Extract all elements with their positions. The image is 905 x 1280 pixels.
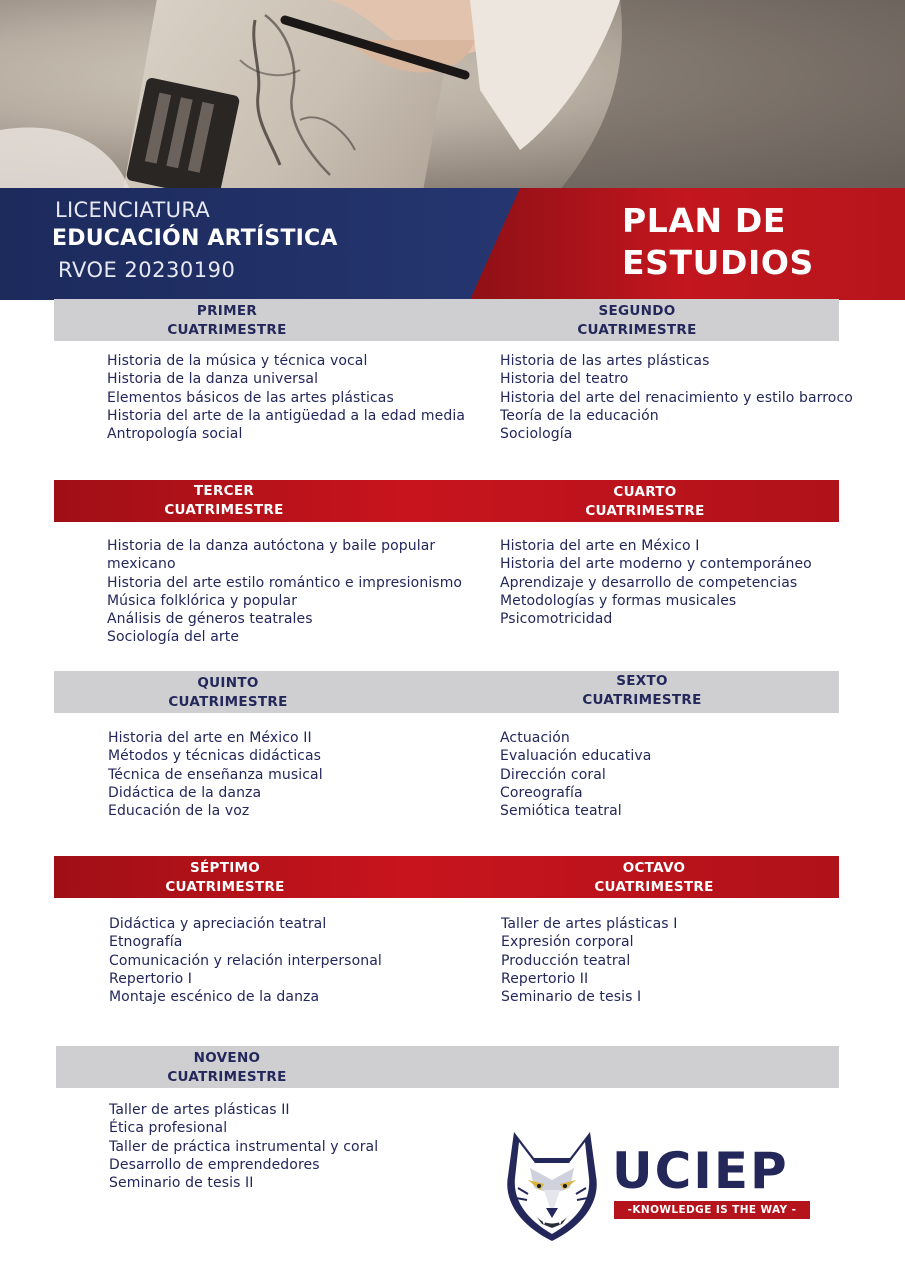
brand-tagline: -KNOWLEDGE IS THE WAY - (614, 1201, 810, 1219)
term-heading-sexto (492, 672, 792, 710)
term-word: CUATRIMESTRE (594, 879, 714, 895)
list-item: Didáctica y apreciación teatral (109, 916, 327, 932)
term-bar-5-6 (54, 671, 839, 713)
rvoe-number: RVOE 20230190 (58, 258, 236, 282)
hero-photo (0, 0, 905, 190)
term-ordinal: SEGUNDO (598, 303, 676, 319)
list-item: Coreografía (500, 784, 583, 801)
plan-title-line2: ESTUDIOS (622, 243, 814, 282)
term-heading-septimo (75, 859, 375, 897)
list-item: Técnica de enseñanza musical (108, 766, 323, 783)
plan-title-line1: PLAN DE (622, 201, 786, 240)
plan-title (622, 200, 814, 284)
list-item: Historia del teatro (500, 371, 629, 388)
list-item: Antropología social (107, 426, 243, 443)
list-item: Historia del arte del renacimiento y estilo barroco (500, 389, 853, 406)
term-ordinal: TERCER (193, 483, 255, 499)
term-heading-primer (77, 302, 377, 340)
course-list-primer (107, 352, 465, 443)
list-item: Evaluación educativa (500, 748, 652, 765)
list-item: Repertorio II (501, 970, 589, 987)
term-ordinal: SEXTO (616, 673, 668, 689)
list-item: Taller de práctica instrumental y coral (109, 1138, 379, 1155)
term-word: CUATRIMESTRE (582, 692, 702, 708)
list-item: Desarrollo de emprendedores (109, 1156, 320, 1173)
program-name: EDUCACIÓN ARTÍSTICA (52, 226, 338, 251)
list-item: Métodos y técnicas didácticas (108, 748, 322, 765)
list-item: Producción teatral (501, 952, 631, 969)
list-item: Taller de artes plásticas I (501, 916, 678, 932)
course-list-cuarto (500, 537, 812, 628)
term-word: CUATRIMESTRE (585, 503, 705, 519)
list-item: Metodologías y formas musicales (500, 592, 737, 609)
list-item: Comunicación y relación interpersonal (109, 952, 382, 969)
term-heading-quinto (78, 674, 378, 712)
list-item: Ética profesional (109, 1120, 228, 1137)
term-word: CUATRIMESTRE (577, 322, 697, 338)
list-item: Seminario de tesis II (109, 1175, 254, 1192)
term-bar-9 (56, 1046, 839, 1088)
list-item: Seminario de tesis I (501, 989, 642, 1006)
list-item: Expresión corporal (501, 934, 634, 951)
term-ordinal: PRIMER (196, 303, 258, 319)
list-item: Historia del arte estilo romántico e impresionismo (107, 574, 463, 591)
list-item: Historia del arte en México I (500, 538, 700, 554)
course-list-noveno (109, 1101, 378, 1192)
list-item: Psicomotricidad (500, 611, 613, 628)
course-list-segundo (500, 352, 853, 443)
course-list-quinto (108, 729, 323, 820)
term-bar-1-2 (54, 299, 839, 341)
list-item: Música folklórica y popular (107, 592, 298, 609)
term-ordinal: CUARTO (613, 484, 677, 500)
uciep-logo (500, 1128, 820, 1244)
term-heading-cuarto (495, 483, 795, 521)
term-word: CUATRIMESTRE (168, 694, 288, 710)
term-heading-noveno (77, 1049, 377, 1087)
title-banner (0, 188, 905, 300)
degree-label: LICENCIATURA (55, 198, 211, 222)
term-word: CUATRIMESTRE (164, 502, 284, 518)
term-ordinal: OCTAVO (622, 860, 686, 876)
artist-drawing-illustration (0, 0, 905, 190)
list-item: Historia del arte moderno y contemporáneo (500, 556, 812, 573)
course-list-tercer (107, 537, 462, 647)
list-item: Análisis de géneros teatrales (107, 611, 313, 628)
term-word: CUATRIMESTRE (167, 1069, 287, 1085)
list-item: Aprendizaje y desarrollo de competencias (500, 574, 798, 591)
list-item: Sociología (500, 426, 573, 443)
list-item: Historia del arte en México II (108, 730, 312, 746)
term-heading-octavo (504, 859, 804, 897)
list-item: Elementos básicos de las artes plásticas (107, 389, 394, 406)
term-word: CUATRIMESTRE (165, 879, 285, 895)
term-bar-7-8 (54, 856, 839, 898)
list-item: Sociología del arte (107, 629, 240, 646)
list-item: mexicano (107, 556, 176, 573)
course-list-octavo (501, 915, 677, 1006)
term-ordinal: SÉPTIMO (189, 860, 261, 876)
list-item: Actuación (500, 730, 570, 746)
list-item: Teoría de la educación (500, 407, 659, 424)
list-item: Historia de la música y técnica vocal (107, 353, 368, 369)
list-item: Historia de la danza universal (107, 371, 319, 388)
term-ordinal: NOVENO (193, 1050, 261, 1066)
brand-name: UCIEP (612, 1142, 789, 1200)
term-word: CUATRIMESTRE (167, 322, 287, 338)
list-item: Semiótica teatral (500, 803, 622, 820)
list-item: Didáctica de la danza (108, 784, 262, 801)
course-list-sexto (500, 729, 651, 820)
term-bar-3-4 (54, 480, 839, 522)
list-item: Taller de artes plásticas II (109, 1102, 290, 1118)
list-item: Historia de la danza autóctona y baile popular (107, 538, 436, 554)
list-item: Dirección coral (500, 766, 606, 783)
term-ordinal: QUINTO (197, 675, 259, 691)
list-item: Historia del arte de la antigüedad a la edad media (107, 407, 466, 424)
course-list-septimo (109, 915, 382, 1006)
term-heading-segundo (487, 302, 787, 340)
term-heading-tercer (74, 482, 374, 520)
list-item: Etnografía (109, 934, 183, 951)
list-item: Repertorio I (109, 970, 193, 987)
wolf-icon (500, 1128, 604, 1244)
list-item: Educación de la voz (108, 803, 250, 820)
list-item: Montaje escénico de la danza (109, 989, 320, 1006)
list-item: Historia de las artes plásticas (500, 353, 710, 369)
